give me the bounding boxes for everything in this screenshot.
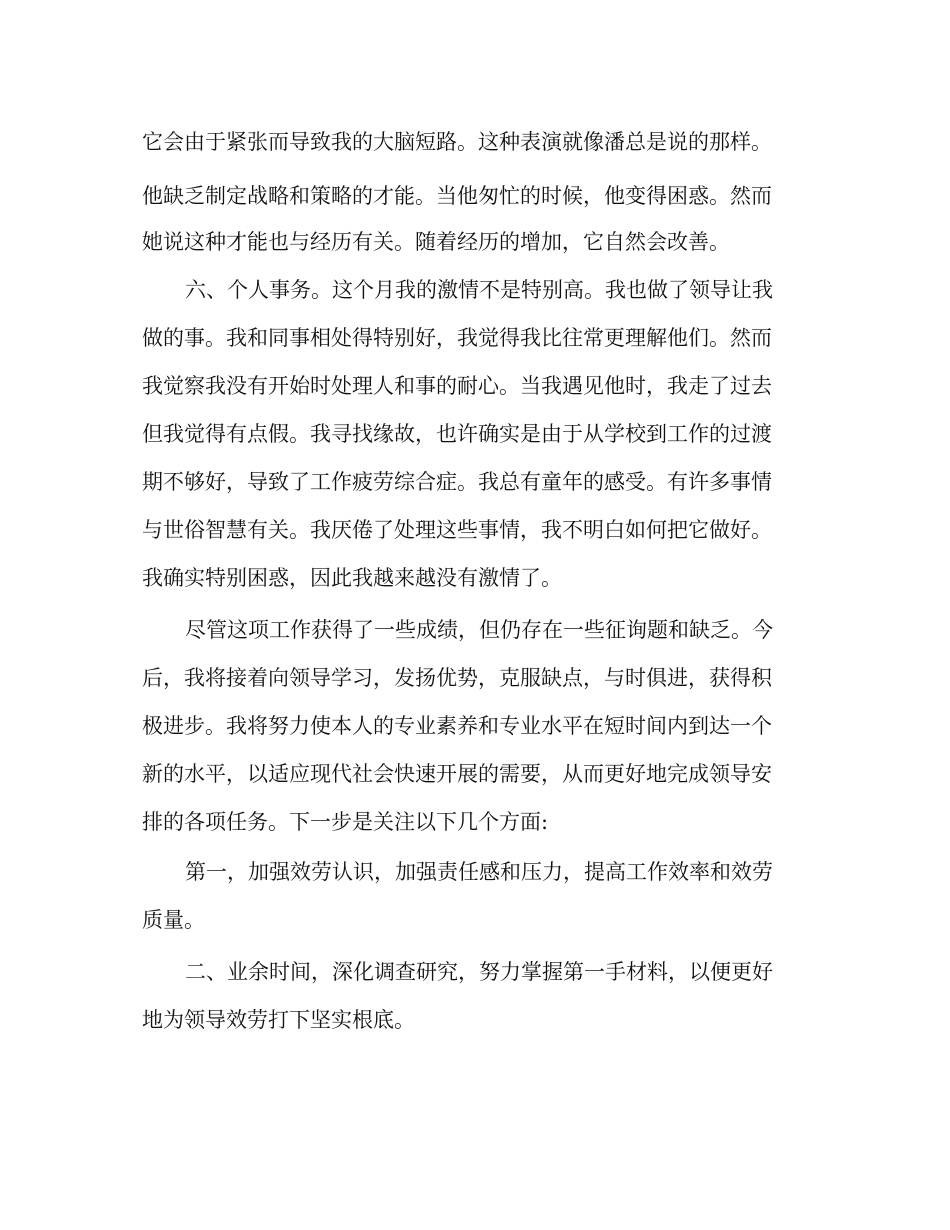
paragraph-start-personal-affairs: 六、个人事务。这个月我的激情不是特别高。我也做了领导让我	[185, 278, 773, 302]
text-line: 地为领导效劳打下坚实根底。	[142, 1008, 415, 1032]
text-line: 新的水平，以适应现代社会快速开展的需要，从而更好地完成领导安	[142, 762, 772, 786]
text-line: 他缺乏制定战略和策略的才能。当他匆忙的时候，他变得困惑。然而	[142, 184, 772, 208]
paragraph-start-second: 二、业余时间，深化调查研究，努力掌握第一手材料，以便更好	[185, 960, 773, 984]
text-line: 我觉察我没有开始时处理人和事的耐心。当我遇见他时，我走了过去	[142, 374, 772, 398]
text-line: 做的事。我和同事相处得特别好，我觉得我比往常更理解他们。然而	[142, 326, 772, 350]
text-line: 极进步。我将努力使本人的专业素养和专业水平在短时间内到达一个	[142, 714, 772, 738]
paragraph-start-summary: 尽管这项工作获得了一些成绩，但仍存在一些征询题和缺乏。今	[185, 618, 773, 642]
text-line: 期不够好，导致了工作疲劳综合症。我总有童年的感受。有许多事情	[142, 470, 772, 494]
text-line: 质量。	[142, 908, 205, 932]
text-line: 但我觉得有点假。我寻找缘故，也许确实是由于从学校到工作的过渡	[142, 422, 772, 446]
text-line: 排的各项任务。下一步是关注以下几个方面:	[142, 810, 549, 834]
text-line: 我确实特别困惑，因此我越来越没有激情了。	[142, 566, 562, 590]
text-line: 与世俗智慧有关。我厌倦了处理这些事情，我不明白如何把它做好。	[142, 518, 772, 542]
text-line: 她说这种才能也与经历有关。随着经历的增加，它自然会改善。	[142, 230, 730, 254]
text-line: 后，我将接着向领导学习，发扬优势，克服缺点，与时俱进，获得积	[142, 666, 772, 690]
paragraph-start-first: 第一，加强效劳认识，加强责任感和压力，提高工作效率和效劳	[185, 860, 773, 884]
text-line: 它会由于紧张而导致我的大脑短路。这种表演就像潘总是说的那样。	[142, 130, 772, 154]
